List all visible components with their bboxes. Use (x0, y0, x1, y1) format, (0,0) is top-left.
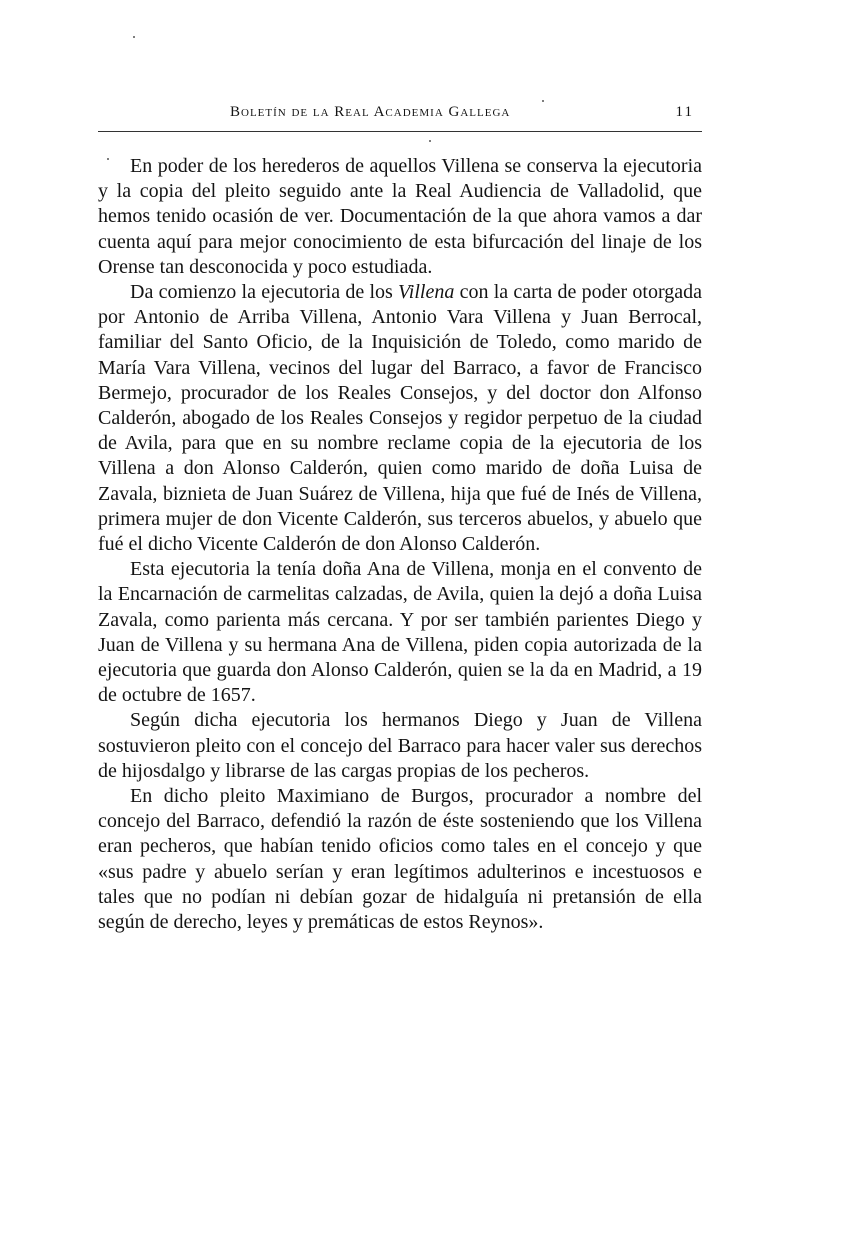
scan-speck (542, 100, 544, 102)
scan-speck (429, 140, 431, 142)
running-header (98, 104, 702, 130)
paragraph-3: Esta ejecutoria la tenía doña Ana de Villena, monja en el convento de la Encarnación de carmelitas calzadas, de Avila, quien la dejó a doña Luisa Zavala, como parienta más cercana. Y por ser también parientes Diego y Juan de Villena y su hermana Ana de Villena, piden copia autorizada de la ejecutoria que guarda don Alonso Calderón, quien se la da en Madrid, a 19 de octubre de 1657. (98, 558, 702, 707)
paragraph-2: Da comienzo la ejecutoria de los Villena con la carta de poder otorgada por Antonio de Arriba Villena, Antonio Vara Villena y Juan Berrocal, familiar del Santo Oficio, de la Inquisición de Toledo, como marido de María Vara Villena, vecinos del lugar del Barraco, a favor de Francisco Bermejo, procurador de los Reales Consejos, y del doctor don Alfonso Calderón, abogado de los Reales Consejos y regidor perpetuo de la ciudad de Avila, para que en su nombre reclame copia de la ejecutoria de los Villena a don Alonso Calderón, quien como marido de doña Luisa de Zavala, biznieta de Juan Suárez de Villena, hija que fué de Inés de Villena, primera mujer de don Vicente Calderón, sus terceros abuelos, y abuelo que fué el dicho Vicente Calderón de don Alonso Calderón. (98, 281, 702, 556)
paragraph-4: Según dicha ejecutoria los hermanos Diego y Juan de Villena sostuvieron pleito con el concejo del Barraco para hacer valer sus derechos de hijosdalgo y librarse de las cargas propias de los pecheros. (98, 709, 702, 782)
scan-speck (133, 36, 135, 38)
scan-speck (107, 158, 109, 160)
paragraph-5: En dicho pleito Maximiano de Burgos, procurador a nombre del concejo del Barraco, defendió la razón de éste sosteniendo que los Villena eran pecheros, que habían tenido oficios como tales en el concejo y que «sus padre y abuelo serían y eran legítimos adulterinos e incestuosos e tales que no podían ni debían gozar de hidalguía ni pretansión de ella según de derecho, leyes y premáticas de estos Reynos». (98, 785, 702, 934)
body-text (98, 154, 702, 935)
page-number: 11 (675, 104, 694, 120)
header-rule (98, 131, 702, 132)
journal-title: Boletín de la Real Academia Gallega (230, 104, 511, 120)
paragraph-1: En poder de los herederos de aquellos Villena se conserva la ejecutoria y la copia del pleito seguido ante la Real Audiencia de Valladolid, que hemos tenido ocasión de ver. Documentación de la que ahora vamos a dar cuenta aquí para mejor conocimiento de esta bifurcación del linaje de los Orense tan desconocida y poco estudiada. (98, 155, 702, 278)
